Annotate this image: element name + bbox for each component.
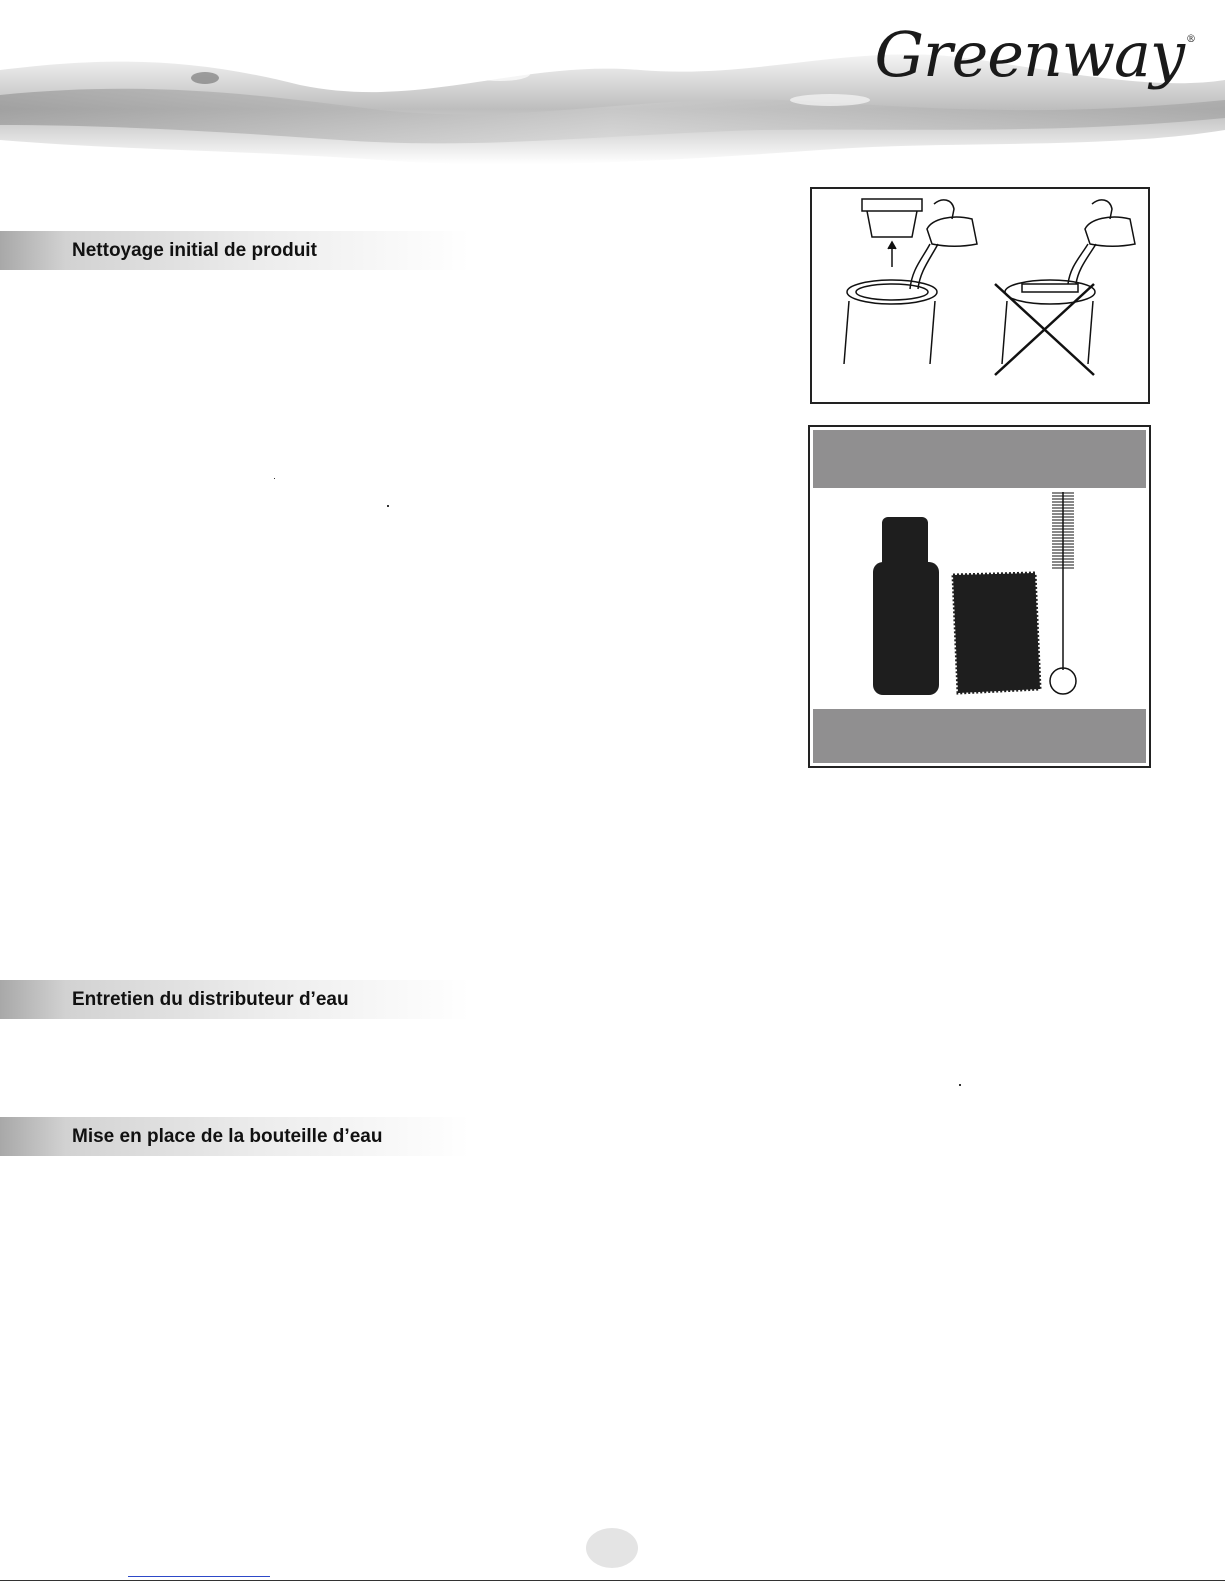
brand-name: Greenway	[874, 18, 1184, 91]
print-speck	[387, 505, 389, 507]
footer-link-underline	[128, 1576, 270, 1577]
cleaning-kit-panel	[808, 425, 1151, 768]
section-maintenance	[0, 980, 470, 1019]
registered-mark: ®	[1186, 34, 1195, 45]
pour-with-cap-removed-icon	[844, 199, 977, 364]
filling-drawing	[812, 189, 1148, 402]
section-title: Nettoyage initial de produit	[72, 240, 317, 261]
section-initial-cleaning	[0, 231, 470, 270]
greenway-logo	[874, 18, 1195, 91]
sponge-icon	[953, 573, 1040, 693]
filling-illustration	[810, 187, 1150, 404]
footer-rule	[0, 1580, 1225, 1581]
print-speck	[274, 478, 275, 479]
cleaning-kit-drawing	[810, 427, 1149, 766]
print-speck	[959, 1084, 961, 1086]
pour-with-cap-on-crossed-icon	[995, 200, 1135, 375]
section-title: Entretien du distributeur d’eau	[72, 989, 349, 1010]
section-title: Mise en place de la bouteille d’eau	[72, 1126, 383, 1147]
bottle-icon	[873, 517, 939, 695]
brush-icon	[1050, 492, 1076, 694]
page-number-badge	[586, 1528, 638, 1568]
section-bottle-install	[0, 1117, 470, 1156]
